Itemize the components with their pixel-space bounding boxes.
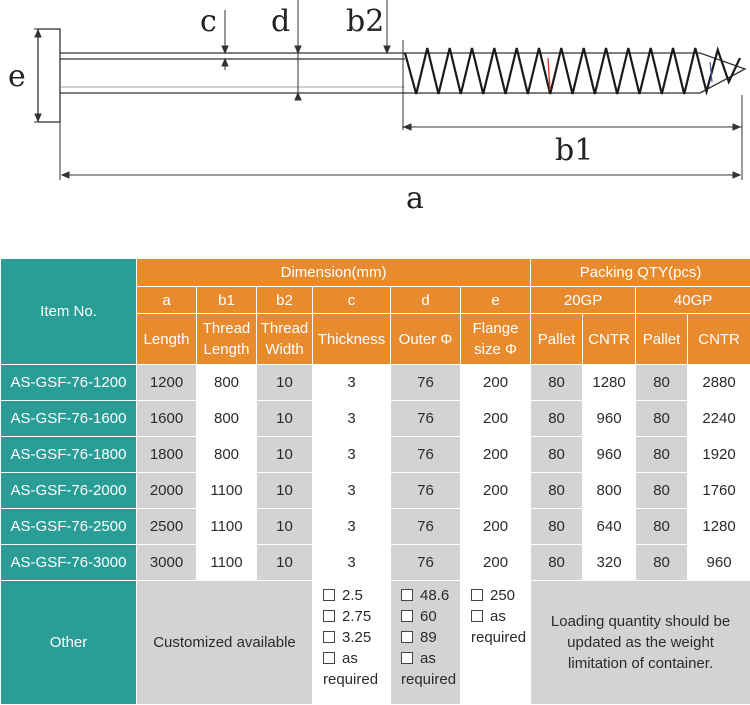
outer-options [391, 581, 461, 705]
thickness-options [313, 581, 391, 705]
loading-note-line: limitation of container. [531, 653, 750, 674]
dim-name-line: Length [197, 339, 256, 360]
cell-item-no: AS-GSF-76-1600 [1, 401, 137, 437]
cell-cntr-20gp: 320 [583, 545, 636, 581]
option-line [323, 627, 390, 648]
cell-flange-e: 200 [461, 365, 531, 401]
checkbox-icon[interactable] [323, 589, 335, 601]
dim-label-a: a [406, 181, 424, 216]
cell-cntr-20gp: 960 [583, 401, 636, 437]
table-row [1, 365, 750, 401]
pack-name-pallet-40: Pallet [636, 314, 688, 365]
dim-name-line: size Φ [461, 339, 530, 360]
dim-letter-c: c [313, 287, 391, 314]
dim-name-thread-width [257, 314, 313, 365]
option-line [471, 627, 530, 648]
packing-qty-header: Packing QTY(pcs) [531, 259, 750, 287]
checkbox-icon[interactable] [323, 610, 335, 622]
dim-letter-b1: b1 [197, 287, 257, 314]
cell-outer-d: 76 [391, 437, 461, 473]
cell-pallet-40gp: 80 [636, 401, 688, 437]
cell-pallet-40gp: 80 [636, 509, 688, 545]
table-row [1, 509, 750, 545]
helix-thread [405, 48, 740, 94]
cell-item-no: AS-GSF-76-2500 [1, 509, 137, 545]
cell-cntr-20gp: 800 [583, 473, 636, 509]
option-text: as [420, 650, 436, 667]
dim-name-line: Width [257, 339, 312, 360]
other-label: Other [1, 581, 137, 705]
cell-pallet-20gp: 80 [531, 401, 583, 437]
cell-cntr-20gp: 1280 [583, 365, 636, 401]
dim-name-outer [391, 314, 461, 365]
container-20gp: 20GP [531, 287, 636, 314]
cell-length-a: 3000 [137, 545, 197, 581]
pack-name-pallet-20: Pallet [531, 314, 583, 365]
option-text: 250 [490, 587, 515, 604]
flange-options [461, 581, 531, 705]
data-rows [1, 365, 750, 581]
option-text: as [342, 650, 358, 667]
dim-name-line: Length [144, 331, 190, 348]
cell-flange-e: 200 [461, 437, 531, 473]
cell-length-a: 1600 [137, 401, 197, 437]
cell-pallet-40gp: 80 [636, 545, 688, 581]
cell-thread-length-b1: 800 [197, 365, 257, 401]
option-line [401, 669, 460, 690]
cell-pallet-20gp: 80 [531, 365, 583, 401]
checkbox-icon[interactable] [323, 652, 335, 664]
cell-item-no: AS-GSF-76-3000 [1, 545, 137, 581]
checkbox-icon[interactable] [323, 631, 335, 643]
cell-cntr-40gp: 1760 [688, 473, 750, 509]
cell-thickness-c: 3 [313, 365, 391, 401]
dim-label-b2: b2 [346, 4, 384, 39]
table-row [1, 437, 750, 473]
cell-outer-d: 76 [391, 401, 461, 437]
cell-thread-length-b1: 800 [197, 401, 257, 437]
cell-thickness-c: 3 [313, 437, 391, 473]
cell-pallet-20gp: 80 [531, 473, 583, 509]
option-text: as [490, 608, 506, 625]
cell-pallet-20gp: 80 [531, 437, 583, 473]
checkbox-icon[interactable] [401, 589, 413, 601]
cell-cntr-20gp: 640 [583, 509, 636, 545]
cell-cntr-20gp: 960 [583, 437, 636, 473]
dim-label-c: c [200, 4, 217, 39]
cell-pallet-40gp: 80 [636, 365, 688, 401]
table-row [1, 401, 750, 437]
dim-name-line: Outer Φ [399, 331, 453, 348]
dim-label-e: e [8, 59, 26, 94]
table-row [1, 545, 750, 581]
cell-flange-e: 200 [461, 401, 531, 437]
option-text: 3.25 [342, 629, 371, 646]
cell-thread-length-b1: 800 [197, 437, 257, 473]
cell-pallet-40gp: 80 [636, 473, 688, 509]
cell-thread-length-b1: 1100 [197, 473, 257, 509]
cell-length-a: 1800 [137, 437, 197, 473]
cell-thread-width-b2: 10 [257, 437, 313, 473]
cell-length-a: 2000 [137, 473, 197, 509]
option-line [323, 648, 390, 669]
option-line [471, 585, 530, 606]
dimension-header: Dimension(mm) [137, 259, 531, 287]
dim-name-length [137, 314, 197, 365]
option-text: required [401, 671, 456, 688]
option-line [323, 669, 390, 690]
other-customized: Customized available [137, 581, 313, 705]
option-line [323, 606, 390, 627]
option-text: 89 [420, 629, 437, 646]
cell-flange-e: 200 [461, 509, 531, 545]
checkbox-icon[interactable] [401, 652, 413, 664]
option-text: required [471, 629, 526, 646]
cell-pallet-40gp: 80 [636, 437, 688, 473]
cell-outer-d: 76 [391, 545, 461, 581]
option-text: 2.5 [342, 587, 363, 604]
option-line [401, 627, 460, 648]
cell-cntr-40gp: 1920 [688, 437, 750, 473]
dim-letter-b2: b2 [257, 287, 313, 314]
cell-thickness-c: 3 [313, 509, 391, 545]
checkbox-icon[interactable] [471, 589, 483, 601]
loading-note [531, 581, 750, 705]
cell-outer-d: 76 [391, 473, 461, 509]
cell-cntr-40gp: 2880 [688, 365, 750, 401]
dim-name-thread-length [197, 314, 257, 365]
option-text: 48.6 [420, 587, 449, 604]
pack-name-cntr-20: CNTR [583, 314, 636, 365]
cell-outer-d: 76 [391, 509, 461, 545]
pack-name-cntr-40: CNTR [688, 314, 750, 365]
dim-letter-a: a [137, 287, 197, 314]
checkbox-icon[interactable] [401, 610, 413, 622]
loading-note-line: Loading quantity should be [531, 611, 750, 632]
dim-name-line: Thickness [318, 331, 386, 348]
dim-letter-d: d [391, 287, 461, 314]
checkbox-icon[interactable] [401, 631, 413, 643]
cell-thread-length-b1: 1100 [197, 509, 257, 545]
cell-thread-width-b2: 10 [257, 365, 313, 401]
container-40gp: 40GP [636, 287, 750, 314]
option-line [401, 585, 460, 606]
dim-name-line: Flange [461, 318, 530, 339]
dim-name-line: Thread [257, 318, 312, 339]
cell-thread-width-b2: 10 [257, 545, 313, 581]
cell-flange-e: 200 [461, 545, 531, 581]
cell-pallet-20gp: 80 [531, 545, 583, 581]
option-line [471, 606, 530, 627]
option-line [401, 648, 460, 669]
loading-note-line: updated as the weight [531, 632, 750, 653]
cell-length-a: 1200 [137, 365, 197, 401]
option-text: 60 [420, 608, 437, 625]
spec-table [0, 258, 750, 705]
item-no-header: Item No. [1, 259, 137, 365]
cell-cntr-40gp: 960 [688, 545, 750, 581]
cell-thread-width-b2: 10 [257, 473, 313, 509]
option-line [323, 585, 390, 606]
dim-name-flange-size [461, 314, 531, 365]
table-row [1, 473, 750, 509]
checkbox-icon[interactable] [471, 610, 483, 622]
cell-thickness-c: 3 [313, 545, 391, 581]
cell-cntr-40gp: 2240 [688, 401, 750, 437]
dim-letter-e: e [461, 287, 531, 314]
dim-name-line: Thread [197, 318, 256, 339]
cell-pallet-20gp: 80 [531, 509, 583, 545]
dim-name-thickness [313, 314, 391, 365]
cell-item-no: AS-GSF-76-2000 [1, 473, 137, 509]
cell-outer-d: 76 [391, 365, 461, 401]
cell-thickness-c: 3 [313, 401, 391, 437]
cell-thread-width-b2: 10 [257, 401, 313, 437]
cell-thread-length-b1: 1100 [197, 545, 257, 581]
dim-label-b1: b1 [555, 133, 593, 168]
option-text: required [323, 671, 378, 688]
cell-length-a: 2500 [137, 509, 197, 545]
cell-thread-width-b2: 10 [257, 509, 313, 545]
cell-cntr-40gp: 1280 [688, 509, 750, 545]
cell-thickness-c: 3 [313, 473, 391, 509]
option-text: 2.75 [342, 608, 371, 625]
flange-plate [38, 29, 60, 122]
dim-label-d: d [271, 4, 290, 39]
cell-item-no: AS-GSF-76-1800 [1, 437, 137, 473]
cell-item-no: AS-GSF-76-1200 [1, 365, 137, 401]
option-line [401, 606, 460, 627]
screw-pile-drawing [0, 0, 750, 258]
cell-flange-e: 200 [461, 473, 531, 509]
